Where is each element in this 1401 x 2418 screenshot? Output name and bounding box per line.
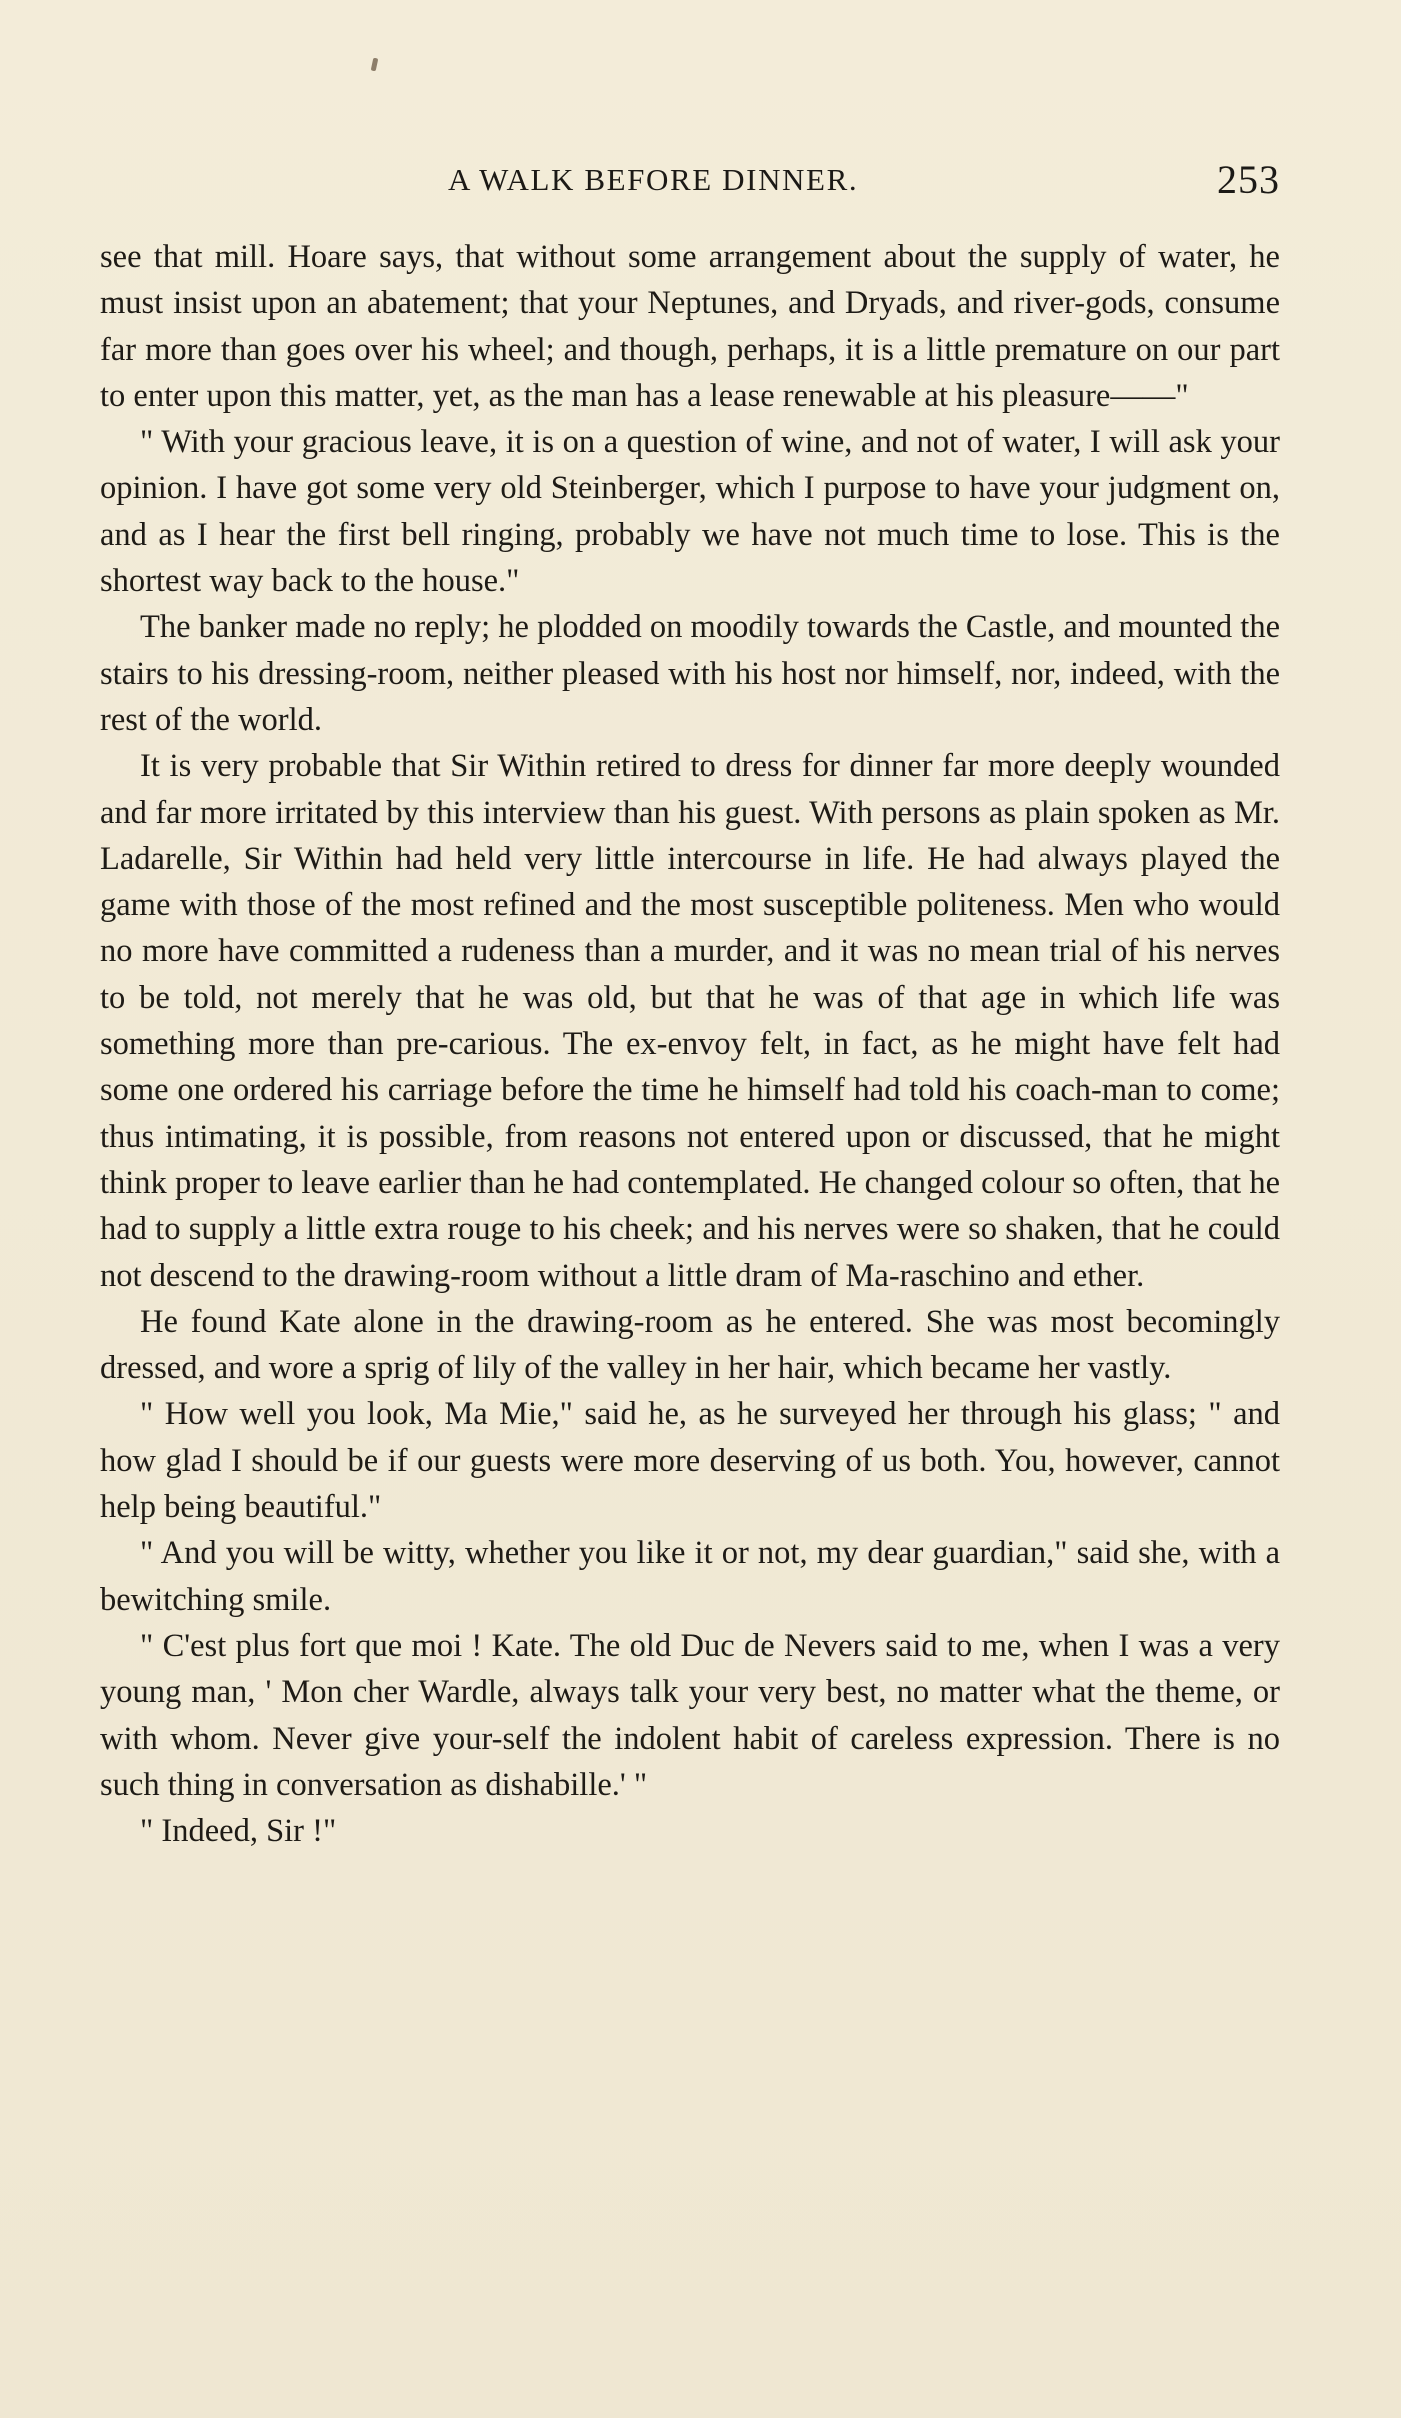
body-text (100, 234, 1280, 1854)
paragraph-1: see that mill. Hoare says, that without some arrangement about the supply of water, he must insist upon an abatement; that your Neptunes, and Dryads, and river-gods, consume far more than goes over his wheel; and though, perhaps, it is a little premature on our part to enter upon this matter, yet, as the man has a lease renewable at his pleasure——" (100, 239, 1280, 414)
running-head: A WALK BEFORE DINNER. (448, 162, 859, 197)
paragraph-8: " C'est plus fort que moi ! Kate. The old Duc de Nevers said to me, when I was a very young man, ' Mon cher Wardle, always talk your very best, no matter what the theme, or with whom. Never give your-self the indolent habit of careless expression. There is no such thing in conversation as dishabille.' " (100, 1627, 1280, 1803)
paragraph-2: " With your gracious leave, it is on a question of wine, and not of water, I will ask your opinion. I have got some very old Steinberger, which I purpose to have your judgment on, and as I hear the first bell ringing, probably we have not much time to lose. This is the shortest way back to the house." (100, 424, 1280, 600)
paragraph-3: The banker made no reply; he plodded on moodily towards the Castle, and mounted the stairs to his dressing-room, neither pleased with his host nor himself, nor, indeed, with the rest of the world. (100, 609, 1280, 738)
paragraph-7: " And you will be witty, whether you like it or not, my dear guardian," said she, with a bewitching smile. (100, 1535, 1280, 1618)
page-number: 253 (1217, 157, 1280, 202)
ink-speck (371, 58, 379, 72)
paragraph-4: It is very probable that Sir Within retired to dress for dinner far more deeply wounded and far more irritated by this interview than his guest. With persons as plain spoken as Mr. Ladarelle, Sir Within had held very little intercourse in life. He had always played the game with those of the most refined and the most susceptible politeness. Men who would no more have committed a rudeness than a murder, and it was no mean trial of his nerves to be told, not merely that he was old, but that he was of that age in which life was something more than pre-carious. The ex-envoy felt, in fact, as he might have felt had some one ordered his carriage before the time he himself had told his coach-man to come; thus intimating, it is possible, from reasons not entered upon or discussed, that he might think proper to leave earlier than he had contemplated. He changed colour so often, that he had to supply a little extra rouge to his cheek; and his nerves were so shaken, that he could not descend to the drawing-room without a little dram of Ma-raschino and ether. (100, 748, 1280, 1294)
paragraph-6: " How well you look, Ma Mie," said he, as he surveyed her through his glass; " and how glad I should be if our guests were more deserving of us both. You, however, cannot help being beautiful." (100, 1396, 1280, 1526)
paragraph-5: He found Kate alone in the drawing-room as he entered. She was most becomingly dressed, and wore a sprig of lily of the valley in her hair, which became her vastly. (100, 1303, 1280, 1387)
paragraph-9: " Indeed, Sir !" (140, 1813, 337, 1850)
page-header (100, 156, 1280, 216)
